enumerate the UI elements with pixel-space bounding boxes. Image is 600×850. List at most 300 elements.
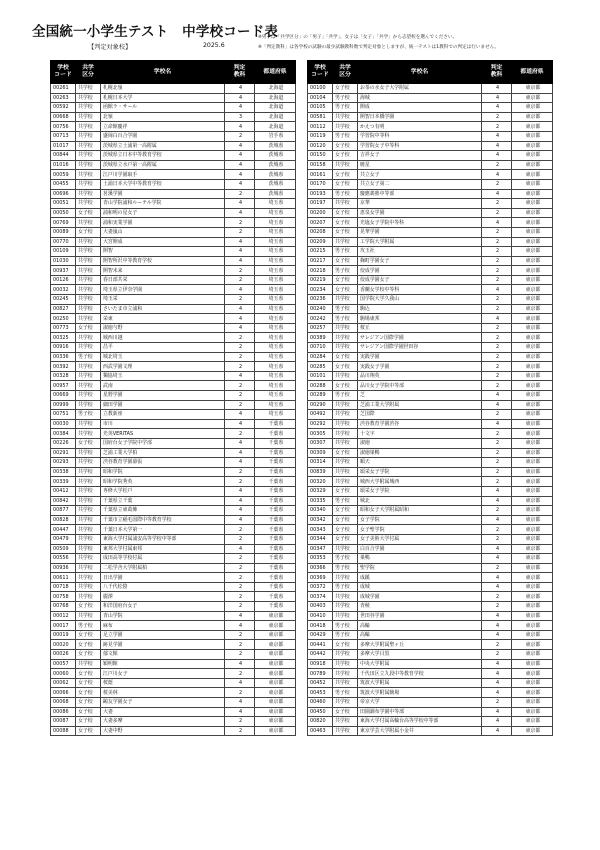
cell-subjects: 2 <box>225 343 255 353</box>
table-row <box>308 438 553 448</box>
cell-prefecture: 埼玉県 <box>255 323 296 333</box>
cell-school-name: 千葉県立千葉 <box>101 496 225 506</box>
table-row <box>308 103 553 113</box>
header-row <box>51 61 296 84</box>
cell-subjects: 4 <box>225 438 255 448</box>
cell-school-name: 茨城県立日本中等教育学校 <box>101 151 225 161</box>
cell-school-name: 桜美林 <box>101 688 225 698</box>
cell-school-name: 光英VERITAS <box>101 429 225 439</box>
cell-school-name: 渋谷教育学園幕張 <box>101 458 225 468</box>
cell-type: 女子校 <box>333 227 358 237</box>
cell-code: 00389 <box>308 333 333 343</box>
table-row <box>308 141 553 151</box>
cell-subjects: 4 <box>225 659 255 669</box>
table-row <box>308 400 553 410</box>
table-row <box>308 381 553 391</box>
table-row <box>51 602 296 612</box>
cell-type: 共学校 <box>333 112 358 122</box>
cell-type: 共学校 <box>76 199 101 209</box>
cell-code: 00455 <box>51 179 76 189</box>
cell-school-name: 麹町学園女子 <box>358 256 482 266</box>
cell-prefecture: 茨城県 <box>255 151 296 161</box>
cell-school-name: 日出学園 <box>101 573 225 583</box>
cell-school-name: 東海大学付属浦安高等学校中等部 <box>101 534 225 544</box>
cell-subjects: 2 <box>225 525 255 535</box>
cell-prefecture: 千葉県 <box>255 448 296 458</box>
cell-school-name: 女子学院 <box>358 515 482 525</box>
cell-prefecture: 東京都 <box>512 237 553 247</box>
cell-code: 00710 <box>308 343 333 353</box>
cell-code: 00119 <box>308 131 333 141</box>
cell-code: 00120 <box>308 141 333 151</box>
cell-prefecture: 東京都 <box>512 554 553 564</box>
table-row <box>51 179 296 189</box>
cell-prefecture: 東京都 <box>512 371 553 381</box>
cell-subjects: 2 <box>482 438 512 448</box>
cell-type: 共学校 <box>76 256 101 266</box>
cell-type: 共学校 <box>76 573 101 583</box>
table-row <box>308 659 553 669</box>
cell-subjects: 2 <box>482 506 512 516</box>
cell-subjects: 4 <box>482 486 512 496</box>
cell-prefecture: 東京都 <box>512 659 553 669</box>
table-row <box>308 477 553 487</box>
cell-subjects: 2 <box>225 131 255 141</box>
cell-subjects: 2 <box>225 573 255 583</box>
table-row <box>308 602 553 612</box>
cell-type: 男子校 <box>333 93 358 103</box>
cell-type: 男子校 <box>333 391 358 401</box>
cell-type: 女子校 <box>76 669 101 679</box>
cell-code: 00770 <box>51 237 76 247</box>
table-row <box>308 314 553 324</box>
cell-type: 共学校 <box>333 611 358 621</box>
column-header-name: 学校名 <box>358 61 482 84</box>
cell-code: 00062 <box>51 678 76 688</box>
cell-code: 00030 <box>51 419 76 429</box>
cell-type: 共学校 <box>76 131 101 141</box>
cell-code: 00338 <box>51 467 76 477</box>
table-row <box>308 582 553 592</box>
table-row <box>51 218 296 228</box>
cell-code: 00353 <box>308 554 333 564</box>
cell-type: 共学校 <box>76 448 101 458</box>
cell-subjects: 2 <box>482 266 512 276</box>
table-row <box>51 410 296 420</box>
cell-subjects: 4 <box>225 256 255 266</box>
cell-school-name: 市川 <box>101 419 225 429</box>
cell-code: 00242 <box>308 314 333 324</box>
table-row <box>51 362 296 372</box>
cell-subjects: 2 <box>225 467 255 477</box>
cell-school-name: 芝国際 <box>358 410 482 420</box>
cell-type: 共学校 <box>333 717 358 727</box>
cell-type: 女子校 <box>333 486 358 496</box>
table-row <box>51 448 296 458</box>
cell-subjects: 2 <box>482 448 512 458</box>
cell-school-name: 跡見学園 <box>101 640 225 650</box>
cell-type: 共学校 <box>76 544 101 554</box>
cell-code: 00344 <box>308 534 333 544</box>
cell-prefecture: 東京都 <box>512 160 553 170</box>
cell-code: 00208 <box>308 227 333 237</box>
cell-school-name: 慶應義塾中等部 <box>358 189 482 199</box>
cell-type: 共学校 <box>76 592 101 602</box>
table-row <box>308 554 553 564</box>
cell-type: 男子校 <box>333 131 358 141</box>
cell-prefecture: 埼玉県 <box>255 400 296 410</box>
cell-school-name: 城北 <box>358 496 482 506</box>
cell-prefecture: 北海道 <box>255 112 296 122</box>
cell-code: 00219 <box>308 275 333 285</box>
cell-code: 00207 <box>308 218 333 228</box>
cell-school-name: 渋谷教育学園渋谷 <box>358 419 482 429</box>
cell-type: 共学校 <box>76 295 101 305</box>
cell-subjects: 4 <box>225 208 255 218</box>
cell-code: 00339 <box>51 477 76 487</box>
cell-type: 共学校 <box>76 266 101 276</box>
cell-school-name: 芝浦工業大学附属 <box>358 400 482 410</box>
cell-type: 共学校 <box>333 477 358 487</box>
cell-code: 00087 <box>51 717 76 727</box>
cell-prefecture: 千葉県 <box>255 419 296 429</box>
cell-code: 00197 <box>308 199 333 209</box>
cell-prefecture: 千葉県 <box>255 592 296 602</box>
cell-subjects: 2 <box>482 112 512 122</box>
cell-type: 男子校 <box>76 621 101 631</box>
cell-subjects: 4 <box>225 285 255 295</box>
cell-school-name: 香蘭女学校中等科 <box>358 285 482 295</box>
table-row <box>308 630 553 640</box>
cell-prefecture: 東京都 <box>512 506 553 516</box>
table-row <box>51 208 296 218</box>
cell-code: 00839 <box>308 467 333 477</box>
cell-school-name: 昭和学院秀英 <box>101 477 225 487</box>
cell-subjects: 4 <box>225 410 255 420</box>
cell-school-name: 多摩大学目黒 <box>358 650 482 660</box>
cell-prefecture: 東京都 <box>512 295 553 305</box>
cell-school-name: 白百合学園 <box>358 544 482 554</box>
cell-code: 00773 <box>51 323 76 333</box>
cell-prefecture: 東京都 <box>512 582 553 592</box>
cell-prefecture: 千葉県 <box>255 496 296 506</box>
cell-subjects: 2 <box>482 362 512 372</box>
cell-subjects: 4 <box>225 122 255 132</box>
cell-prefecture: 千葉県 <box>255 486 296 496</box>
cell-subjects: 2 <box>225 189 255 199</box>
cell-school-name: 十文字 <box>358 429 482 439</box>
cell-school-name: 淑徳与野 <box>101 323 225 333</box>
cell-code: 00263 <box>51 93 76 103</box>
cell-type: 共学校 <box>76 563 101 573</box>
table-row <box>51 688 296 698</box>
cell-prefecture: 東京都 <box>512 438 553 448</box>
cell-prefecture: 東京都 <box>512 314 553 324</box>
cell-code: 00936 <box>51 563 76 573</box>
cell-code: 00109 <box>51 247 76 257</box>
cell-subjects: 2 <box>225 362 255 372</box>
cell-subjects: 4 <box>482 170 512 180</box>
table-row <box>308 304 553 314</box>
cell-subjects: 2 <box>482 352 512 362</box>
table-row <box>308 189 553 199</box>
cell-type: 女子校 <box>76 650 101 660</box>
cell-school-name: 共立女子第二 <box>358 179 482 189</box>
table-row <box>51 630 296 640</box>
cell-code: 00150 <box>308 151 333 161</box>
cell-type: 女子校 <box>333 506 358 516</box>
cell-code: 00240 <box>308 304 333 314</box>
cell-code: 00957 <box>51 381 76 391</box>
table-row <box>51 323 296 333</box>
table-row <box>308 285 553 295</box>
cell-subjects: 2 <box>482 592 512 602</box>
table-row <box>308 391 553 401</box>
cell-code: 00713 <box>51 131 76 141</box>
cell-code: 00509 <box>51 544 76 554</box>
cell-subjects: 4 <box>482 554 512 564</box>
cell-prefecture: 東京都 <box>512 391 553 401</box>
cell-code: 00844 <box>51 151 76 161</box>
table-row <box>308 371 553 381</box>
cell-subjects: 2 <box>225 295 255 305</box>
cell-prefecture: 東京都 <box>512 103 553 113</box>
table-row <box>308 170 553 180</box>
cell-prefecture: 埼玉県 <box>255 285 296 295</box>
table-row <box>308 208 553 218</box>
cell-prefecture: 東京都 <box>512 333 553 343</box>
cell-code: 00170 <box>308 179 333 189</box>
cell-school-name: 麻布 <box>101 621 225 631</box>
cell-school-name: 駒場東邦 <box>358 314 482 324</box>
table-row <box>51 199 296 209</box>
cell-subjects: 4 <box>225 141 255 151</box>
cell-subjects: 4 <box>482 688 512 698</box>
cell-prefecture: 東京都 <box>512 650 553 660</box>
table-row <box>51 458 296 468</box>
cell-code: 00245 <box>51 295 76 305</box>
cell-code: 01030 <box>51 256 76 266</box>
table-row <box>308 266 553 276</box>
cell-code: 01017 <box>51 141 76 151</box>
cell-subjects: 2 <box>225 717 255 727</box>
cell-prefecture: 北海道 <box>255 103 296 113</box>
cell-type: 共学校 <box>333 438 358 448</box>
cell-prefecture: 茨城県 <box>255 170 296 180</box>
cell-type: 女子校 <box>333 179 358 189</box>
cell-code: 00392 <box>51 362 76 372</box>
cell-type: 男子校 <box>333 266 358 276</box>
table-row <box>308 486 553 496</box>
table-row <box>308 515 553 525</box>
table-row <box>308 343 553 353</box>
column-header-prefecture: 都道府県 <box>255 61 296 84</box>
cell-type: 共学校 <box>333 410 358 420</box>
cell-code: 00441 <box>308 640 333 650</box>
cell-subjects: 4 <box>482 218 512 228</box>
cell-code: 00999 <box>51 400 76 410</box>
cell-school-name: 八千代松陰 <box>101 582 225 592</box>
cell-subjects: 4 <box>482 496 512 506</box>
table-row <box>308 247 553 257</box>
column-header-code: 学校 コード <box>51 61 76 84</box>
cell-school-name: 佼成学園女子 <box>358 275 482 285</box>
cell-subjects: 4 <box>482 285 512 295</box>
cell-school-name: 立教新座 <box>101 410 225 420</box>
cell-type: 男子校 <box>333 189 358 199</box>
cell-subjects: 4 <box>225 496 255 506</box>
cell-code: 00158 <box>308 160 333 170</box>
cell-school-name: 青山学院浦和ルーテル学院 <box>101 199 225 209</box>
cell-type: 女子校 <box>333 352 358 362</box>
cell-subjects: 2 <box>225 275 255 285</box>
table-row <box>308 563 553 573</box>
cell-school-name: 光塩女子学院中等科 <box>358 218 482 228</box>
cell-school-name: 中央大学附属 <box>358 659 482 669</box>
cell-code: 00592 <box>51 103 76 113</box>
cell-code: 00209 <box>308 237 333 247</box>
cell-subjects: 4 <box>225 179 255 189</box>
cell-code: 00758 <box>51 592 76 602</box>
cell-school-name: 土浦日本大学中等教育学校 <box>101 179 225 189</box>
cell-type: 共学校 <box>76 391 101 401</box>
cell-school-name: 田園調布学園中等部 <box>358 707 482 717</box>
cell-school-name: 昌平 <box>101 343 225 353</box>
cell-code: 00403 <box>308 602 333 612</box>
cell-code: 00460 <box>308 698 333 708</box>
cell-school-name: 穎明館 <box>101 659 225 669</box>
cell-type: 共学校 <box>76 362 101 372</box>
table-row <box>51 381 296 391</box>
cell-type: 女子校 <box>76 602 101 612</box>
cell-school-name: 浦和実業学園 <box>101 218 225 228</box>
cell-prefecture: 東京都 <box>512 122 553 132</box>
cell-subjects: 2 <box>482 602 512 612</box>
cell-subjects: 2 <box>482 650 512 660</box>
cell-school-name: 東邦大学付属東邦 <box>101 544 225 554</box>
cell-code: 00340 <box>308 506 333 516</box>
column-header-prefecture: 都道府県 <box>512 61 553 84</box>
cell-code: 00842 <box>51 496 76 506</box>
cell-school-name: 世田谷学園 <box>358 611 482 621</box>
cell-school-name: 城西川越 <box>101 333 225 343</box>
cell-type: 男子校 <box>333 630 358 640</box>
table-row <box>51 93 296 103</box>
cell-code: 00756 <box>51 122 76 132</box>
cell-type: 共学校 <box>333 678 358 688</box>
cell-code: 00556 <box>51 554 76 564</box>
cell-prefecture: 埼玉県 <box>255 237 296 247</box>
cell-school-name: 札幌北嶺 <box>101 84 225 94</box>
cell-school-name: 開智 <box>101 247 225 257</box>
table-row <box>308 698 553 708</box>
cell-subjects: 4 <box>225 486 255 496</box>
cell-type: 女子校 <box>333 208 358 218</box>
cell-subjects: 4 <box>225 103 255 113</box>
cell-school-name: 札幌日本大学 <box>101 93 225 103</box>
cell-type: 女子校 <box>333 141 358 151</box>
cell-school-name: 桜丘 <box>358 323 482 333</box>
cell-prefecture: 東京都 <box>255 698 296 708</box>
cell-subjects: 2 <box>482 275 512 285</box>
cell-type: 女子校 <box>76 630 101 640</box>
cell-school-name: 千代田区立九段中等教育学校 <box>358 669 482 679</box>
cell-subjects: 4 <box>482 630 512 640</box>
table-row <box>308 544 553 554</box>
table-row <box>308 352 553 362</box>
cell-code: 00669 <box>51 391 76 401</box>
cell-school-name: 立命館慶祥 <box>101 122 225 132</box>
cell-subjects: 2 <box>482 381 512 391</box>
cell-code: 00200 <box>308 208 333 218</box>
cell-code: 00611 <box>51 573 76 583</box>
cell-subjects: 2 <box>482 698 512 708</box>
cell-code: 00292 <box>308 419 333 429</box>
table-row <box>51 131 296 141</box>
page-title: 全国統一小学生テスト 中学校コード表 <box>32 24 279 40</box>
cell-school-name: 獨協埼玉 <box>101 371 225 381</box>
cell-code: 00105 <box>308 103 333 113</box>
cell-school-name: 埼玉栄 <box>101 295 225 305</box>
cell-subjects: 4 <box>225 323 255 333</box>
cell-prefecture: 東京都 <box>512 410 553 420</box>
cell-school-name: 国学院大学久我山 <box>358 295 482 305</box>
cell-subjects: 4 <box>225 247 255 257</box>
cell-code: 00410 <box>308 611 333 621</box>
cell-subjects: 4 <box>482 515 512 525</box>
cell-subjects: 4 <box>482 419 512 429</box>
cell-school-name: 大妻 <box>101 707 225 717</box>
cell-type: 女子校 <box>333 285 358 295</box>
cell-type: 共学校 <box>76 170 101 180</box>
cell-prefecture: 東京都 <box>512 669 553 679</box>
table-row <box>51 544 296 554</box>
table-row <box>308 717 553 727</box>
cell-school-name: 淑徳 <box>358 438 482 448</box>
cell-subjects: 4 <box>482 141 512 151</box>
cell-subjects: 4 <box>225 304 255 314</box>
cell-type: 共学校 <box>333 400 358 410</box>
cell-prefecture: 東京都 <box>512 199 553 209</box>
cell-subjects: 2 <box>482 525 512 535</box>
cell-code: 00101 <box>308 371 333 381</box>
cell-type: 共学校 <box>76 343 101 353</box>
cell-subjects: 2 <box>482 563 512 573</box>
table-row <box>51 275 296 285</box>
table-row <box>308 650 553 660</box>
table-row <box>308 573 553 583</box>
cell-subjects: 2 <box>482 256 512 266</box>
cell-code: 00329 <box>308 486 333 496</box>
cell-subjects: 2 <box>482 343 512 353</box>
cell-subjects: 4 <box>225 151 255 161</box>
table-row <box>51 141 296 151</box>
cell-type: 共学校 <box>333 544 358 554</box>
table-row <box>51 698 296 708</box>
cell-subjects: 2 <box>482 534 512 544</box>
cell-prefecture: 東京都 <box>512 726 553 736</box>
cell-type: 共学校 <box>76 122 101 132</box>
table-row <box>51 707 296 717</box>
cell-type: 男子校 <box>333 688 358 698</box>
cell-prefecture: 東京都 <box>512 573 553 583</box>
table-row <box>308 84 553 94</box>
cell-type: 共学校 <box>76 611 101 621</box>
cell-school-name: 大妻中野 <box>101 726 225 736</box>
cell-code: 00068 <box>51 698 76 708</box>
table-row <box>51 352 296 362</box>
cell-prefecture: 埼玉県 <box>255 371 296 381</box>
